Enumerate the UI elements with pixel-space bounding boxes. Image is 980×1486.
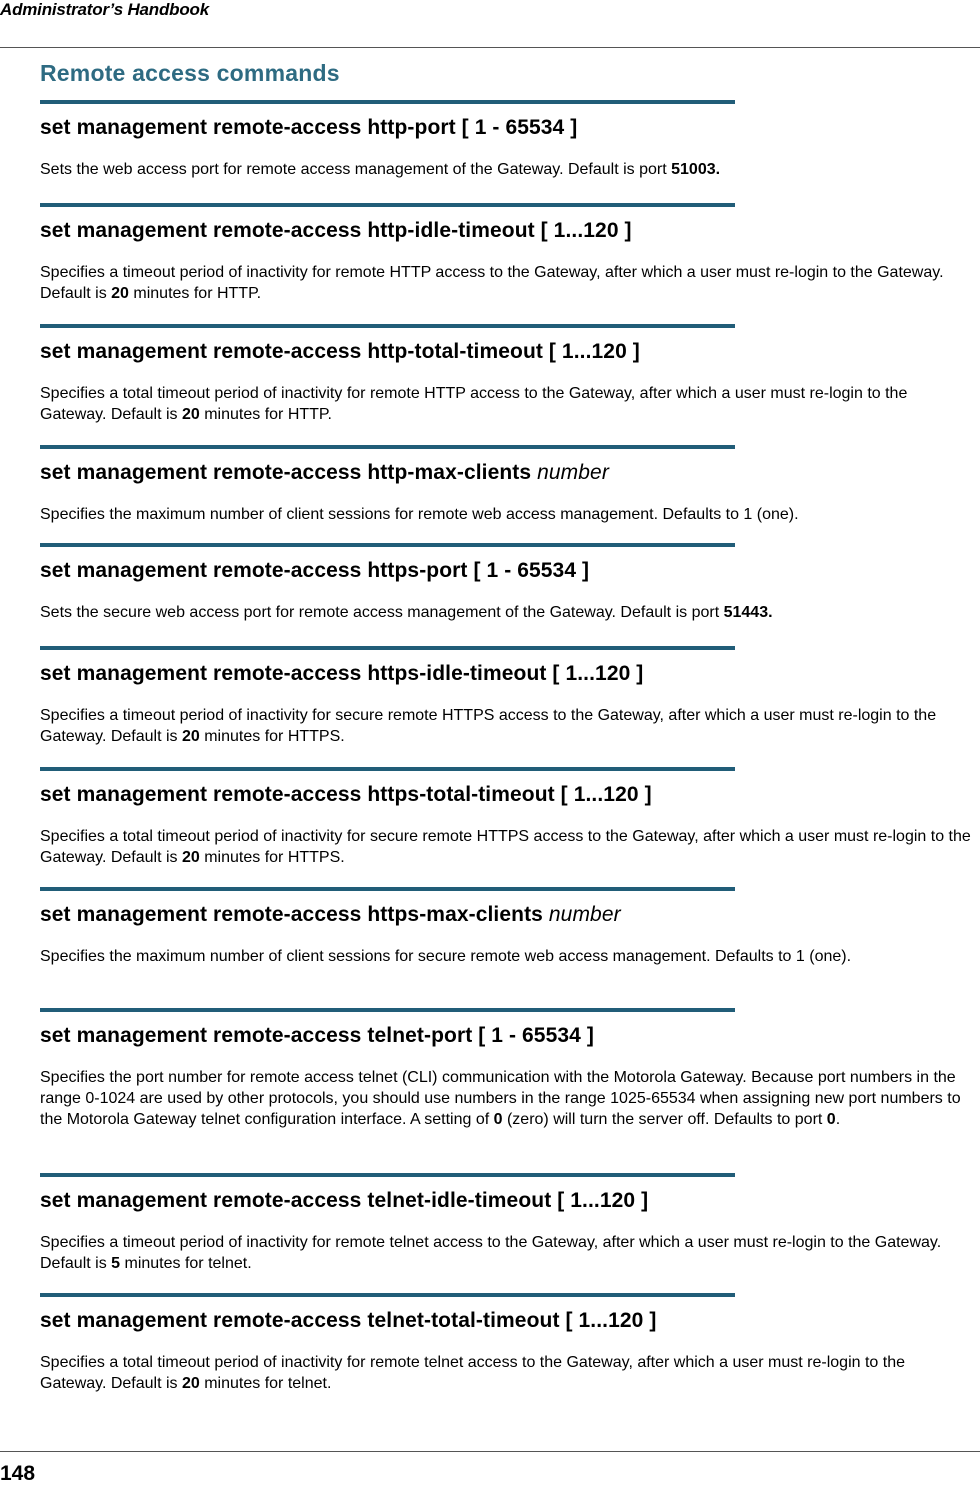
entry-divider	[40, 1173, 735, 1177]
command-entry-telnet-port	[40, 1008, 975, 1130]
entry-divider	[40, 887, 735, 891]
command-entry-https-max-clients	[40, 887, 975, 967]
entry-divider	[40, 1008, 735, 1012]
command-argument: number	[548, 903, 621, 926]
command-description: Specifies a total timeout period of inactivity for secure remote HTTPS access to the Gateway, after which a user must re-login to the Gateway. Default is 20 minutes for HTTPS.	[40, 828, 971, 866]
entry-divider	[40, 445, 735, 449]
command-argument: number	[537, 461, 609, 484]
command-entry-http-total-timeout	[40, 324, 975, 425]
entry-divider	[40, 543, 735, 547]
entry-divider	[40, 100, 735, 104]
entry-divider	[40, 646, 735, 650]
command-entry-telnet-idle-timeout	[40, 1173, 975, 1274]
command-description: Specifies a timeout period of inactivity for remote HTTP access to the Gateway, after which a user must re-login to the Gateway. Default is 20 minutes for HTTP.	[40, 264, 944, 302]
command-description: Specifies a timeout period of inactivity for secure remote HTTPS access to the Gateway, after which a user must re-login to the Gateway. Default is 20 minutes for HTTPS.	[40, 707, 937, 745]
command-description: Specifies a timeout period of inactivity for remote telnet access to the Gateway, after which a user must re-login to the Gateway. Default is 5 minutes for telnet.	[40, 1234, 942, 1272]
command-entry-http-port	[40, 100, 975, 180]
footer-divider	[0, 1451, 980, 1452]
command-entry-telnet-total-timeout	[40, 1293, 975, 1394]
command-entry-https-total-timeout	[40, 767, 975, 868]
running-header-title: Administrator’s Handbook	[0, 0, 209, 19]
command-description: Specifies a total timeout period of inactivity for remote telnet access to the Gateway, after which a user must re-login to the Gateway. Default is 20 minutes for telnet.	[40, 1354, 906, 1392]
section-title: Remote access commands	[40, 60, 340, 86]
command-entry-https-idle-timeout	[40, 646, 975, 747]
command-heading: set management remote-access http-idle-timeout [ 1...120 ]	[40, 219, 632, 242]
command-heading: set management remote-access http-total-timeout [ 1...120 ]	[40, 340, 640, 363]
command-description: Specifies the port number for remote access telnet (CLI) communication with the Motorola Gateway. Because port numbers in the range 0-1024 are used by other protocols, you should use numbers in the range 1025-65534 when assigning new port numbers to the Motorola Gateway telnet configuration interface. A setting of 0 (zero) will turn the server off. Defaults to port 0.	[40, 1069, 961, 1128]
header-divider	[0, 47, 980, 48]
command-heading: set management remote-access http-port [ 1 - 65534 ]	[40, 116, 578, 139]
command-description: Sets the secure web access port for remote access management of the Gateway. Default is port 51443.	[40, 604, 773, 621]
entry-divider	[40, 324, 735, 328]
page-number: 148	[0, 1462, 36, 1485]
entry-divider	[40, 767, 735, 771]
command-description: Sets the web access port for remote access management of the Gateway. Default is port 51003.	[40, 161, 721, 178]
command-description: Specifies a total timeout period of inactivity for remote HTTP access to the Gateway, after which a user must re-login to the Gateway. Default is 20 minutes for HTTP.	[40, 385, 908, 423]
command-entry-http-max-clients	[40, 445, 975, 525]
command-description: Specifies the maximum number of client sessions for secure remote web access management. Defaults to 1 (one).	[40, 948, 852, 965]
command-entry-http-idle-timeout	[40, 203, 975, 304]
command-heading: set management remote-access https-total-timeout [ 1...120 ]	[40, 783, 652, 806]
command-heading: set management remote-access telnet-port [ 1 - 65534 ]	[40, 1024, 594, 1047]
command-heading: set management remote-access telnet-idle-timeout [ 1...120 ]	[40, 1189, 649, 1212]
command-heading: set management remote-access https-port [ 1 - 65534 ]	[40, 559, 590, 582]
command-entry-https-port	[40, 543, 975, 623]
command-description: Specifies the maximum number of client sessions for remote web access management. Defaults to 1 (one).	[40, 506, 799, 523]
command-heading: set management remote-access https-idle-timeout [ 1...120 ]	[40, 662, 644, 685]
command-heading: set management remote-access telnet-total-timeout [ 1...120 ]	[40, 1309, 657, 1332]
command-heading: set management remote-access https-max-clients number	[40, 903, 621, 926]
entry-divider	[40, 1293, 735, 1297]
command-heading: set management remote-access http-max-clients number	[40, 461, 609, 484]
entry-divider	[40, 203, 735, 207]
